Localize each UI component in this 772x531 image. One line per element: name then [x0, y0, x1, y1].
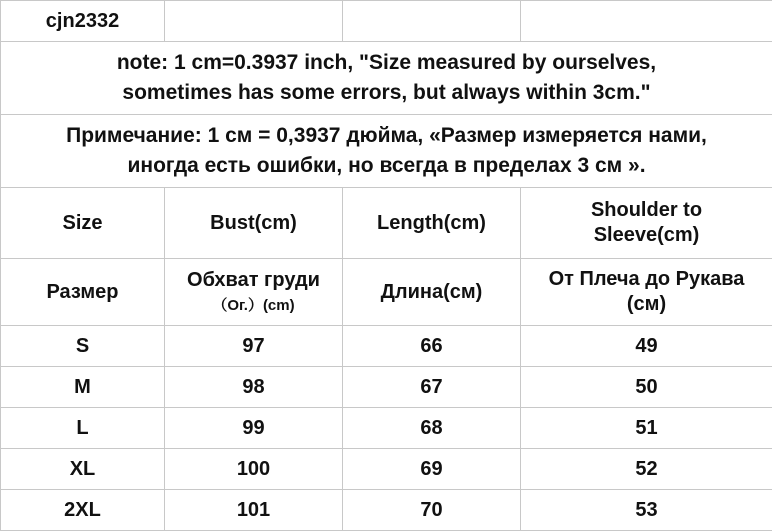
note-ru-line1: Примечание: 1 см = 0,3937 дюйма, «Размер измеряется нами, — [66, 124, 707, 147]
cell-size: S — [1, 326, 165, 367]
header-bust-ru — [165, 259, 343, 326]
header-shoulder-ru-line1: От Плеча до Рукава — [549, 268, 745, 290]
header-shoulder-ru-line2: (см) — [627, 293, 666, 315]
header-shoulder-ru — [521, 259, 772, 326]
header-bust: Bust(cm) — [165, 188, 343, 259]
cell-length: 67 — [343, 367, 521, 408]
cell-bust: 98 — [165, 367, 343, 408]
cell-size: XL — [1, 449, 165, 490]
table-row — [1, 490, 772, 531]
note-ru — [1, 115, 772, 188]
cell-bust: 99 — [165, 408, 343, 449]
table-row — [1, 367, 772, 408]
cell-shoulder: 52 — [521, 449, 772, 490]
cell-length: 66 — [343, 326, 521, 367]
empty-cell — [521, 1, 772, 42]
note-ru-line2: иногда есть ошибки, но всегда в пределах 3 см ». — [127, 154, 645, 177]
table-row — [1, 326, 772, 367]
cell-bust: 97 — [165, 326, 343, 367]
cell-shoulder: 50 — [521, 367, 772, 408]
header-bust-ru-line2: （Ог.）(cm) — [165, 297, 342, 316]
cell-size: M — [1, 367, 165, 408]
header-size: Size — [1, 188, 165, 259]
empty-cell — [165, 1, 343, 42]
header-size-ru: Размер — [1, 259, 165, 326]
cell-shoulder: 53 — [521, 490, 772, 531]
cell-size: 2XL — [1, 490, 165, 531]
header-length: Length(cm) — [343, 188, 521, 259]
cell-shoulder: 49 — [521, 326, 772, 367]
header-ru-row — [1, 259, 772, 326]
note-en-line1: note: 1 cm=0.3937 inch, "Size measured by ourselves, — [117, 51, 656, 74]
header-shoulder-line2: Sleeve(cm) — [594, 224, 700, 246]
product-code: cjn2332 — [1, 1, 165, 42]
table-row — [1, 449, 772, 490]
cell-size: L — [1, 408, 165, 449]
header-en-row — [1, 188, 772, 259]
cell-length: 70 — [343, 490, 521, 531]
note-en — [1, 42, 772, 115]
table-row — [1, 408, 772, 449]
cell-shoulder: 51 — [521, 408, 772, 449]
empty-cell — [343, 1, 521, 42]
cell-bust: 100 — [165, 449, 343, 490]
cell-length: 69 — [343, 449, 521, 490]
note-en-row — [1, 42, 772, 115]
note-en-line2: sometimes has some errors, but always within 3cm." — [122, 81, 650, 104]
title-row — [1, 1, 772, 42]
header-bust-ru-line1: Обхват груди — [187, 269, 320, 291]
cell-length: 68 — [343, 408, 521, 449]
header-shoulder-line1: Shoulder to — [591, 199, 702, 221]
cell-bust: 101 — [165, 490, 343, 531]
header-length-ru: Длина(см) — [343, 259, 521, 326]
header-shoulder — [521, 188, 772, 259]
note-ru-row — [1, 115, 772, 188]
